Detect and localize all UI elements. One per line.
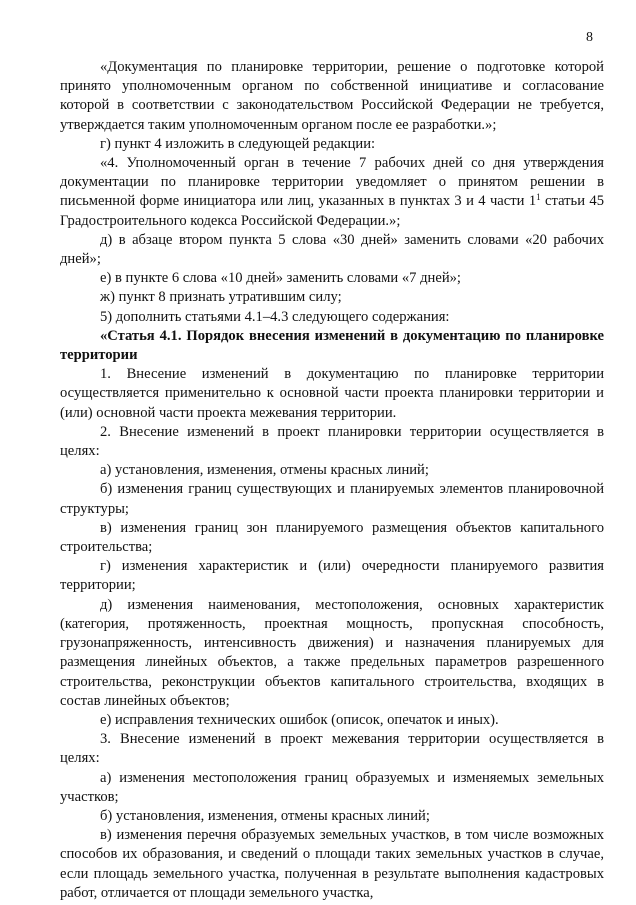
paragraph-item-d: д) в абзаце втором пункта 5 слова «30 дней» заменить словами «20 рабочих дней»; xyxy=(60,231,604,268)
paragraph-3v: в) изменения перечня образуемых земельных участков, в том числе возможных способов их образования, и сведений о площади таких земельных участков в случае, если площадь земельного участка, полученная в результате выполнения кадастровых работ, отличается от площади земельного участка, xyxy=(60,827,604,901)
paragraph-2d: д) изменения наименования, местоположения, основных характеристик (категория, протяженность, проектная мощность, пропускная способность, грузонапряженность, интенсивность движения) и назначения планируемых для размещения линейных объектов, а также предельных параметров разрешенного строительства, реконструкции объектов капитального строительства, входящих в состав линейных объектов; xyxy=(60,596,604,709)
paragraph-2g: г) изменения характеристик и (или) очередности планируемого развития территории; xyxy=(60,558,604,594)
item4-text-after: статьи 45 Градостроительного кодекса Российской Федерации.»; xyxy=(60,193,604,229)
paragraph-3a: а) изменения местоположения границ образуемых и изменяемых земельных участков; xyxy=(60,769,604,805)
paragraph-item-g: г) пункт 4 изложить в следующей редакции: xyxy=(100,135,376,152)
paragraph-point-1: 1. Внесение изменений в документацию по планировке территории осуществляется применительно к основной части проекта планировки территории и (или) основной части проекта межевания территории. xyxy=(60,366,604,421)
paragraph-2a: а) установления, изменения, отмены красных линий; xyxy=(100,462,429,479)
paragraph-item-4 xyxy=(60,154,604,231)
page-number: 8 xyxy=(586,30,593,45)
paragraph-2v: в) изменения границ зон планируемого размещения объектов капитального строительства; xyxy=(60,519,604,556)
paragraph-point-3: 3. Внесение изменений в проект межевания территории осуществляется в целях: xyxy=(60,731,604,767)
paragraph-item-5: 5) дополнить статьями 4.1–4.3 следующего содержания: xyxy=(100,308,450,325)
paragraph-2e: е) исправления технических ошибок (описок, опечаток и иных). xyxy=(100,711,499,728)
paragraph-item-e: е) в пункте 6 слова «10 дней» заменить словами «7 дней»; xyxy=(100,270,461,287)
paragraph-2b: б) изменения границ существующих и планируемых элементов планировочной структуры; xyxy=(60,481,604,517)
paragraph-point-2: 2. Внесение изменений в проект планировки территории осуществляется в целях: xyxy=(60,423,604,460)
paragraph-item-zh: ж) пункт 8 признать утратившим силу; xyxy=(100,289,342,306)
article-heading: «Статья 4.1. Порядок внесения изменений в документацию по планировке территории xyxy=(60,327,604,364)
paragraph-3b: б) установления, изменения, отмены красных линий; xyxy=(100,807,430,824)
document-body xyxy=(60,58,604,903)
item4-superscript: 1 xyxy=(536,192,541,203)
paragraph-quote-documentation: «Документация по планировке территории, решение о подготовке которой принято уполномоченным органом по собственной инициативе и согласование которой в соответствии с законодательством Российской Федерации не требуется, утверждается таким уполномоченным органом после ее разработки.»; xyxy=(60,59,604,133)
item4-text-before: «4. Уполномоченный орган в течение 7 рабочих дней со дня утверждения документации по планировке территории уведомляет о принятом решении в письменной форме инициатора или лиц, указанных в пунктах 3 и 4 части 1 xyxy=(60,155,604,210)
